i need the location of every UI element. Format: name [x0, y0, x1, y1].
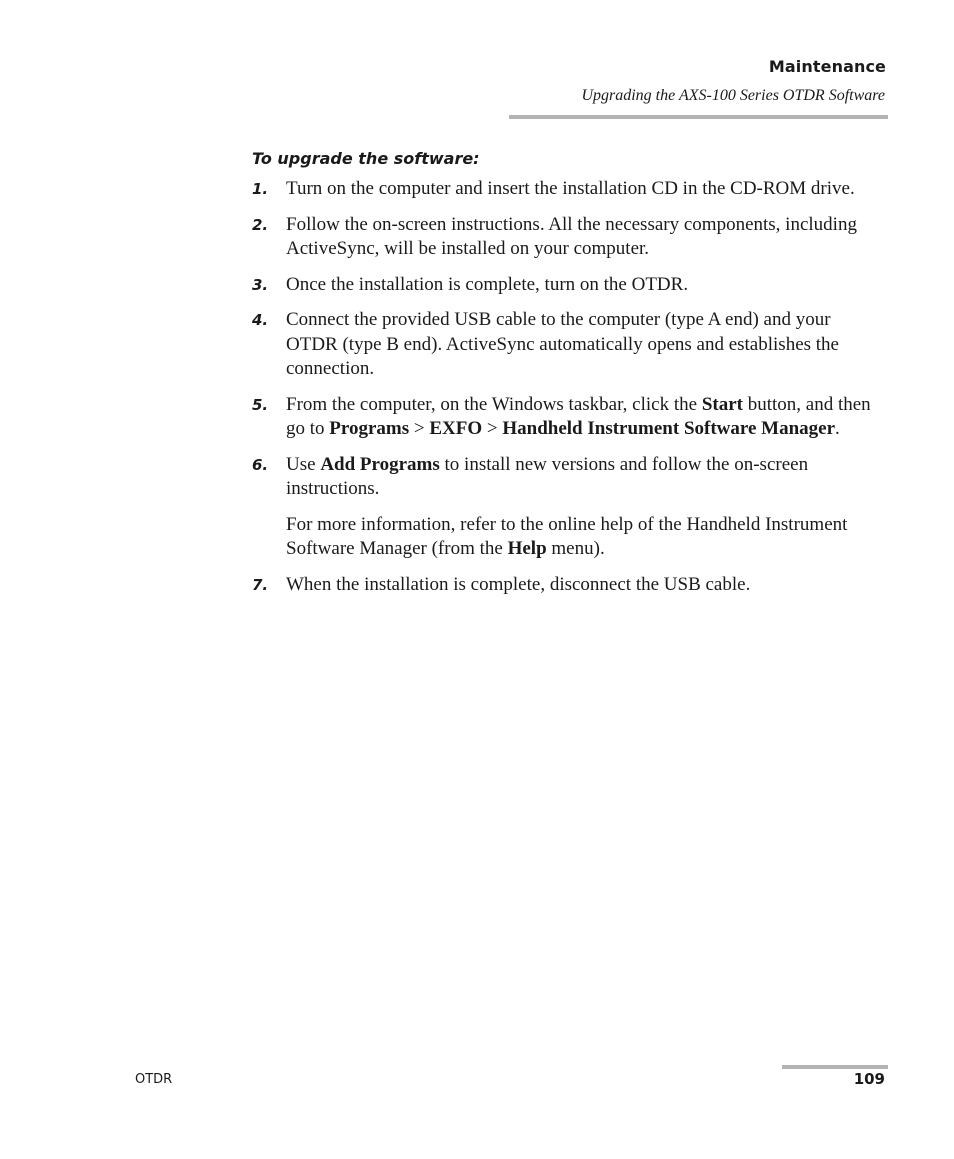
step-text-part: button, and then go to: [286, 393, 871, 439]
step-number: 6.: [252, 455, 269, 474]
step-1: [252, 177, 892, 202]
help-ui-term: Help: [507, 538, 547, 559]
step-text: [286, 453, 884, 502]
step-4: [252, 308, 892, 382]
step-text: When the installation is complete, disconnect the USB cable.: [286, 573, 751, 595]
menu-separator: >: [482, 418, 503, 439]
add-programs-ui-term: Add Programs: [320, 453, 440, 475]
step-number: 2.: [252, 215, 269, 234]
header-rule: [509, 115, 888, 119]
step-text-part: to install new versions and follow the on-screen instructions.: [286, 453, 809, 499]
step-7: [252, 573, 892, 598]
step-note-part: For more information, refer to the online help of the Handheld Instrument Software Manager (from the: [286, 513, 848, 559]
page-number: 109: [853, 1070, 885, 1088]
footer-product: OTDR: [135, 1072, 173, 1087]
step-note: [286, 513, 884, 562]
step-text-part: .: [835, 418, 840, 439]
start-ui-term: Start: [701, 393, 743, 415]
step-6: [252, 453, 892, 562]
step-3: [252, 273, 892, 298]
step-text-part: From the computer, on the Windows taskbar, click the: [286, 393, 702, 415]
step-text: Follow the on-screen instructions. All the necessary components, including ActiveSync, will be installed on your computer.: [286, 213, 857, 259]
step-text: Turn on the computer and insert the installation CD in the CD-ROM drive.: [286, 178, 855, 199]
section-subtitle: Upgrading the AXS-100 Series OTDR Software: [581, 87, 885, 104]
programs-ui-term: Programs: [329, 418, 410, 439]
step-5: [252, 393, 892, 442]
step-number: 4.: [252, 311, 269, 329]
step-number: 1.: [252, 180, 269, 198]
step-note-part: menu).: [546, 538, 605, 559]
step-text: [286, 393, 884, 442]
procedure-content: [252, 146, 892, 608]
step-number: 5.: [252, 395, 269, 414]
step-number: 7.: [252, 575, 269, 594]
step-text: Connect the provided USB cable to the computer (type A end) and your OTDR (type B end). ActiveSync automatically opens and establishes the connection.: [286, 309, 839, 379]
manager-ui-term: Handheld Instrument Software Manager: [502, 418, 836, 439]
step-text: Once the installation is complete, turn on the OTDR.: [286, 273, 689, 295]
menu-separator: >: [409, 418, 430, 439]
step-number: 3.: [252, 275, 269, 294]
step-text-part: Use: [286, 453, 321, 475]
section-title: Maintenance: [768, 57, 886, 76]
procedure-heading: To upgrade the software:: [252, 149, 480, 168]
step-2: [252, 213, 892, 262]
footer-rule: [782, 1065, 888, 1069]
exfo-ui-term: EXFO: [429, 418, 483, 439]
